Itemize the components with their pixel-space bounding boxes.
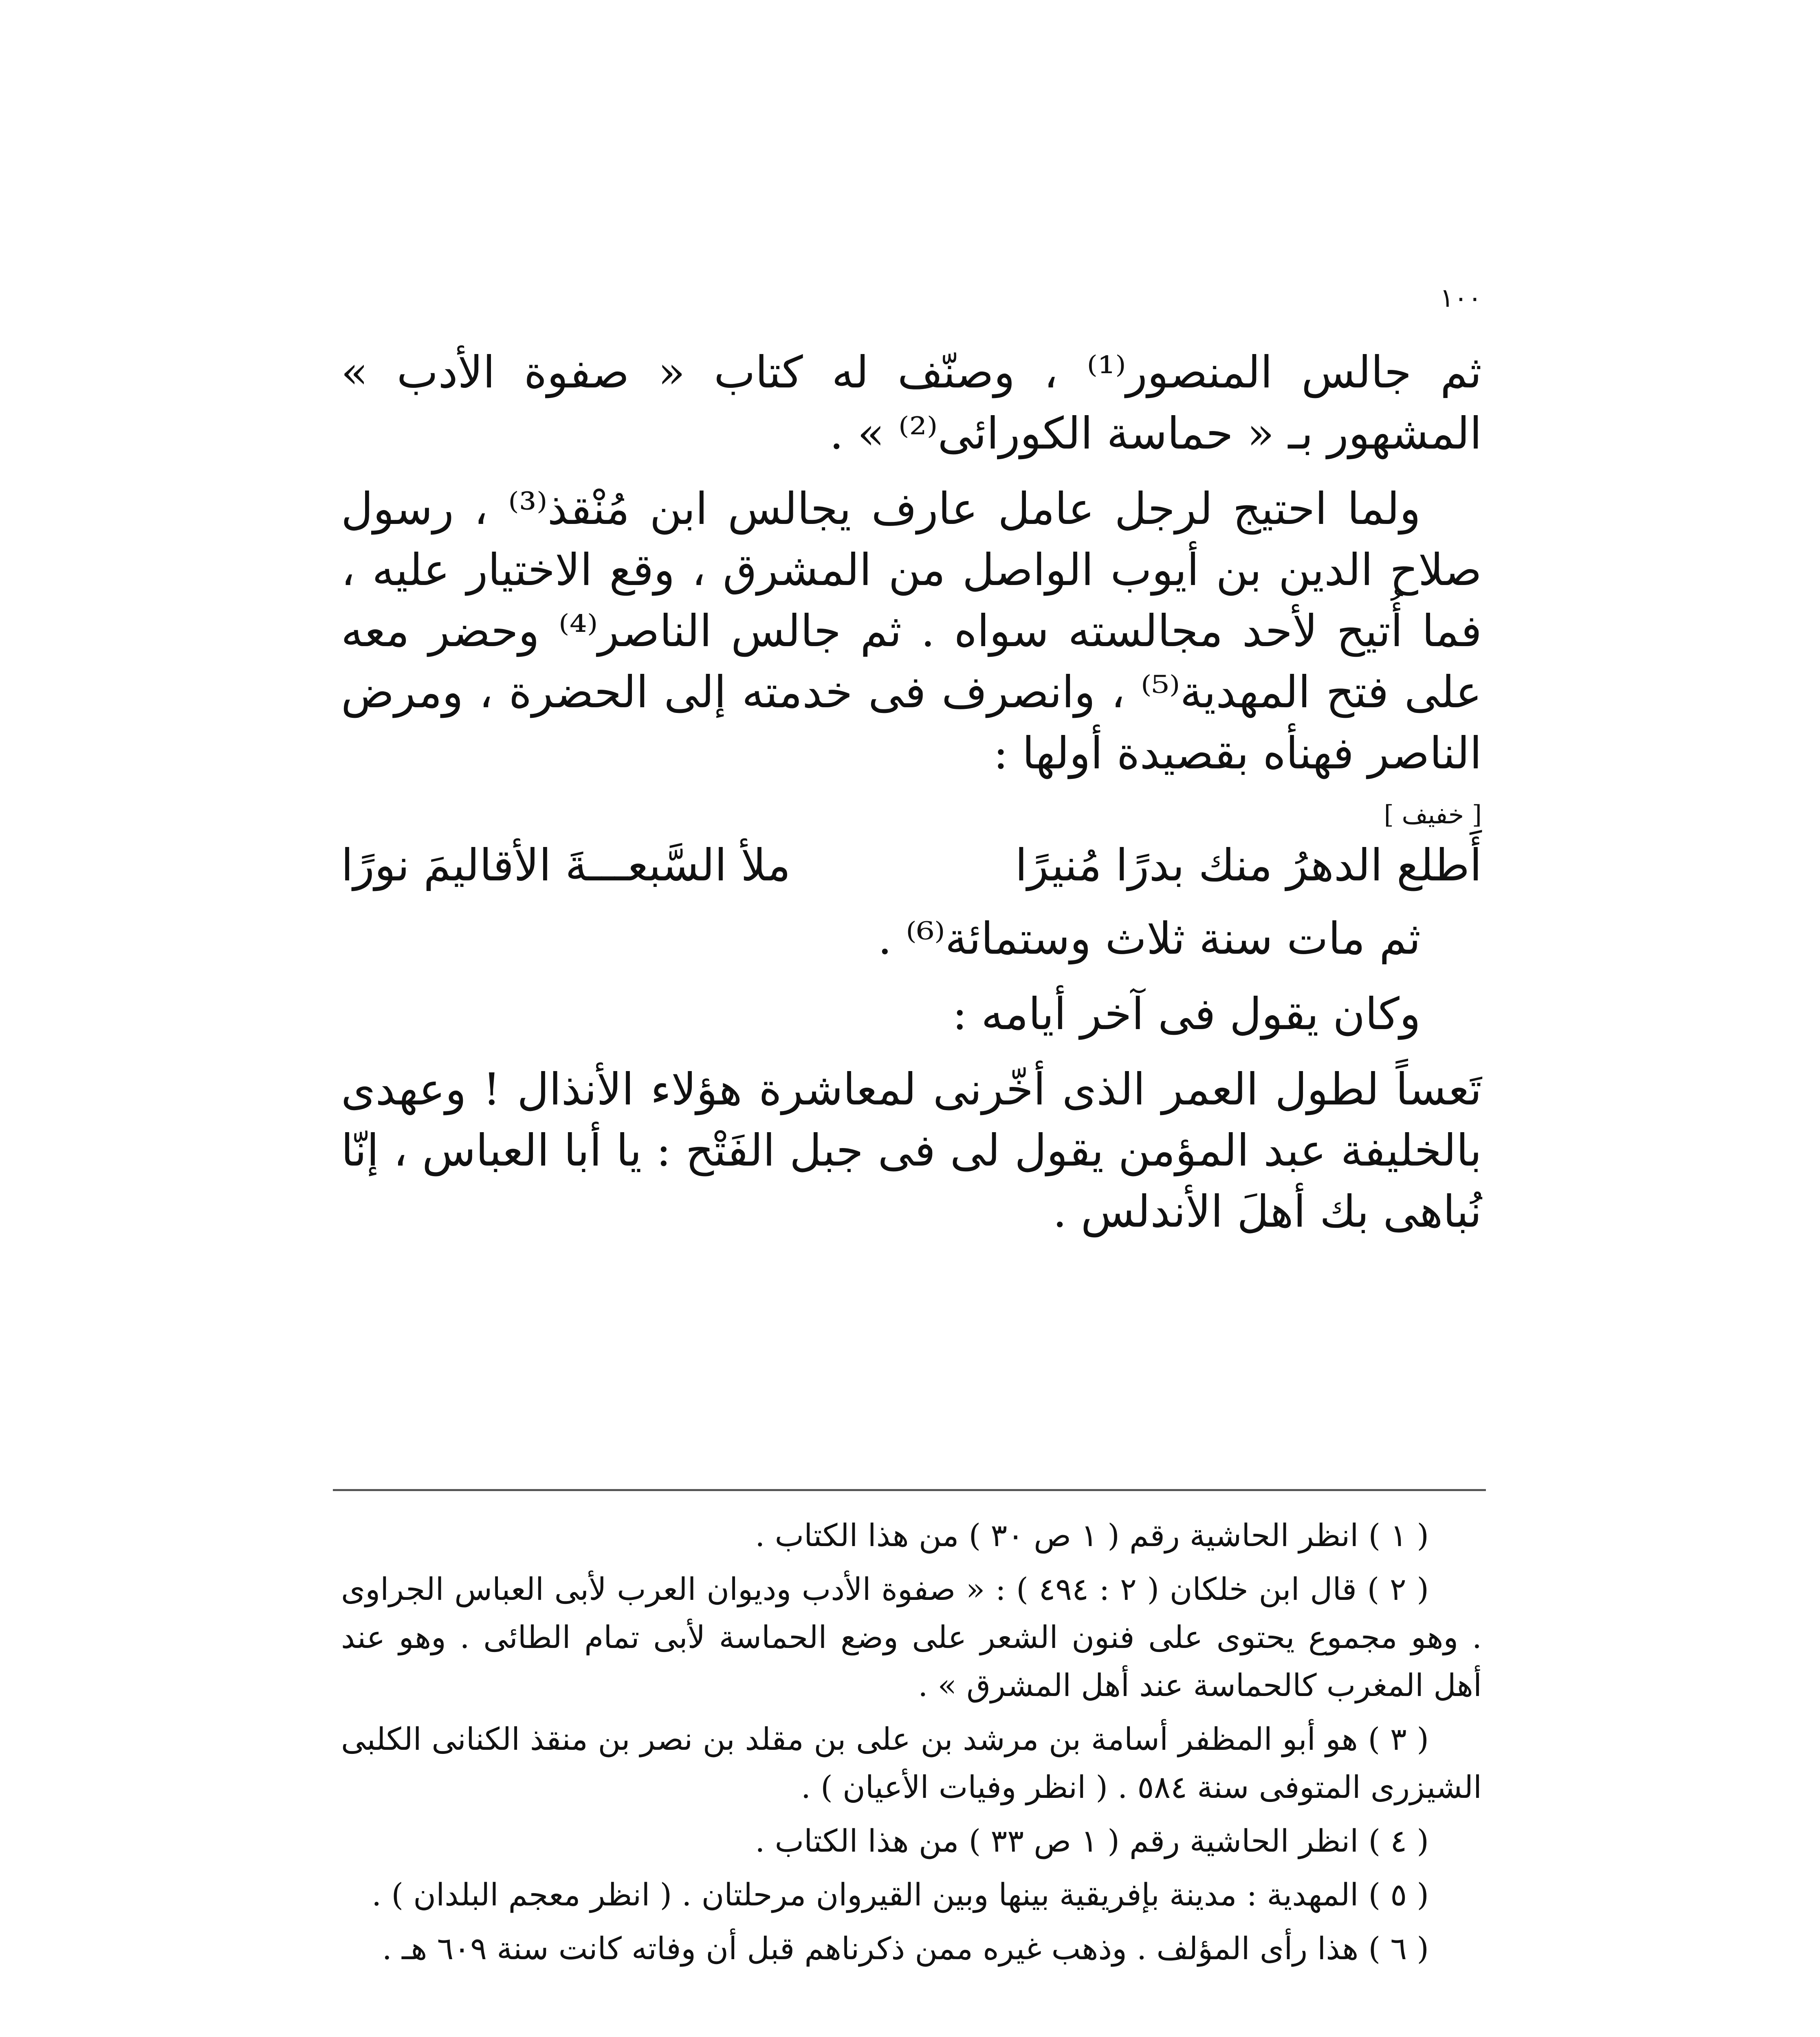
paragraph: ولما احتيج لرجل عامل عارف يجالس ابن مُنْقذ⁽³⁾ ، رسول صلاح الدين بن أيوب الواصل من المشرق ، وقع الاختيار عليه ، فما أُتيح لأحد مجالسته سواه . ثم جالس الناصر⁽⁴⁾ وحضر معه على فتح المهدية⁽⁵⁾ ، وانصرف فى خدمته إلى الحضرة ، ومرض الناصر فهنأه بقصيدة أولها : bbox=[341, 484, 1482, 779]
main-text bbox=[341, 342, 1482, 1257]
verse-line bbox=[341, 835, 1482, 896]
verse-second-hemistich: ملأ السَّبعـــةَ الأقاليمَ نورًا bbox=[341, 840, 791, 891]
footnote: ( ١ ) انظر الحاشية رقم ( ١ ص ٣٠ ) من هذا الكتاب . bbox=[755, 1517, 1429, 1553]
paragraph: ثم مات سنة ثلاث وستمائة⁽⁶⁾ . bbox=[878, 913, 1421, 964]
verse-first-hemistich: أَطلع الدهرُ منك بدرًا مُنيرًا bbox=[1015, 840, 1482, 891]
footnote: ( ٤ ) انظر الحاشية رقم ( ١ ص ٣٣ ) من هذا الكتاب . bbox=[755, 1823, 1429, 1859]
footnote: ( ٥ ) المهدية : مدينة بإفريقية بينها وبين القيروان مرحلتان . ( انظر معجم البلدان ) . bbox=[372, 1876, 1429, 1913]
paragraph: وكان يقول فى آخر أيامه : bbox=[952, 989, 1421, 1040]
paragraph: ثم جالس المنصور⁽¹⁾ ، وصنّف له كتاب « صفوة الأدب » المشهور بـ « حماسة الكورائى⁽²⁾ » . bbox=[341, 347, 1482, 459]
footnotes bbox=[341, 1511, 1482, 1978]
footnote: ( ٦ ) هذا رأى المؤلف . وذهب غيره ممن ذكرناهم قبل أن وفاته كانت سنة ٦٠٩ هـ . bbox=[382, 1930, 1429, 1967]
footnote-divider bbox=[333, 1489, 1486, 1491]
poetic-meter-label: [ خفيف ] bbox=[1384, 800, 1482, 829]
page-number: ١٠٠ bbox=[1439, 283, 1482, 313]
footnote: ( ٣ ) هو أبو المظفر أسامة بن مرشد بن على بن مقلد بن نصر بن منقذ الكنانى الكلبى الشيزرى المتوفى سنة ٥٨٤ . ( انظر وفيات الأعيان ) . bbox=[341, 1721, 1482, 1805]
footnote: ( ٢ ) قال ابن خلكان ( ٢ : ٤٩٤ ) : « صفوة الأدب وديوان العرب لأبى العباس الجراوى . وهو مجموع يحتوى على فنون الشعر على وضع الحماسة لأبى تمام الطائى . وهو عند أهل المغرب كالحماسة عند أهل المشرق » . bbox=[341, 1571, 1482, 1703]
paragraph: تَعساً لطول العمر الذى أخّرنى لمعاشرة هؤلاء الأنذال ! وعهدى بالخليفة عبد المؤمن يقول لى فى جبل الفَتْح : يا أبا العباس ، إنّا نُباهى بك أهلَ الأندلس . bbox=[341, 1064, 1482, 1237]
